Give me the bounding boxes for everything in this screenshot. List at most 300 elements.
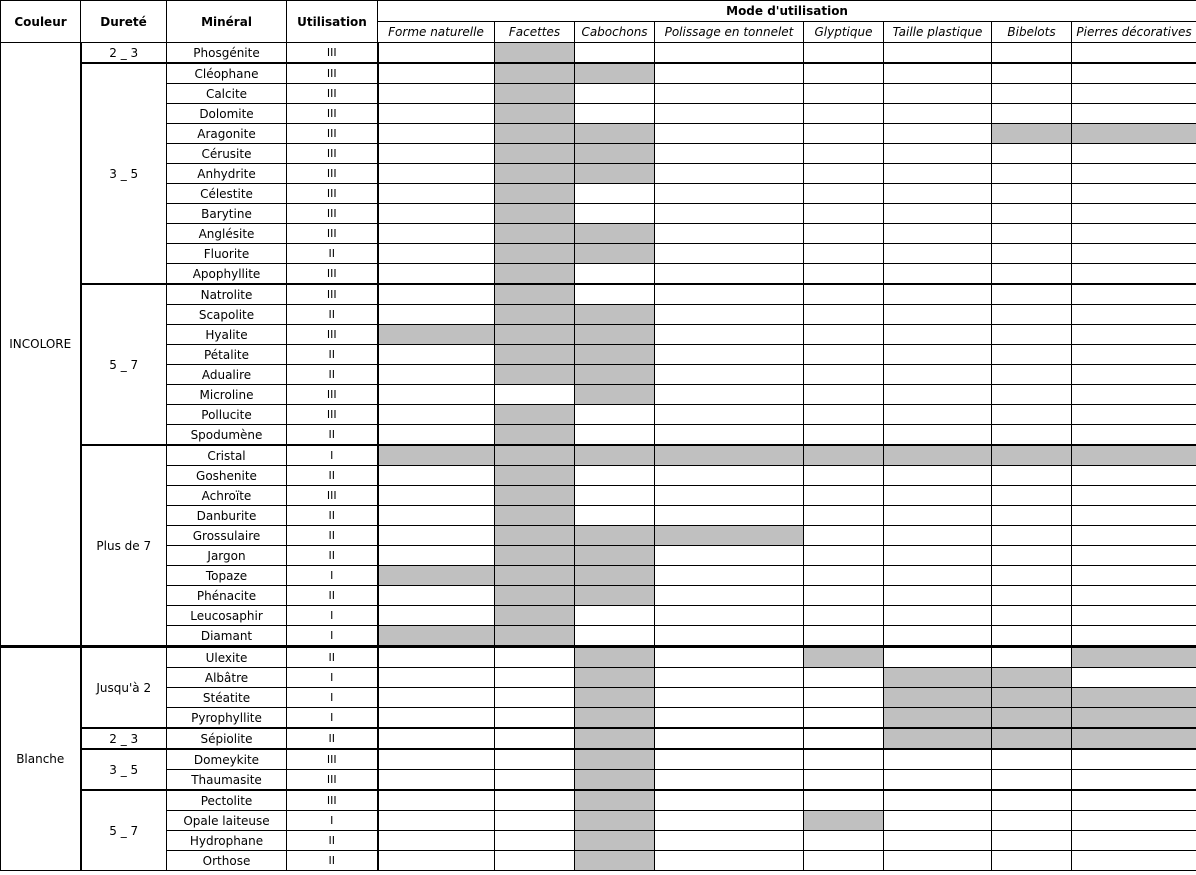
color-group-label: Blanche bbox=[1, 647, 81, 871]
usage-mark-empty bbox=[804, 164, 884, 184]
usage-mark-empty bbox=[655, 811, 804, 831]
usage-mark-filled bbox=[575, 365, 655, 385]
usage-mark-filled bbox=[575, 811, 655, 831]
usage-mark-filled bbox=[495, 104, 575, 124]
usage-mark-empty bbox=[495, 668, 575, 688]
table-row bbox=[1, 184, 1196, 204]
utilisation-level: III bbox=[287, 84, 378, 104]
usage-mark-empty bbox=[1072, 466, 1196, 486]
usage-mark-filled bbox=[1072, 445, 1196, 466]
usage-mark-empty bbox=[884, 811, 992, 831]
usage-mark-empty bbox=[884, 770, 992, 791]
usage-mark-empty bbox=[804, 63, 884, 84]
usage-mark-empty bbox=[992, 425, 1072, 446]
table-row bbox=[1, 851, 1196, 871]
utilisation-level: II bbox=[287, 365, 378, 385]
usage-mark-empty bbox=[992, 606, 1072, 626]
usage-mark-empty bbox=[655, 790, 804, 811]
usage-mark-empty bbox=[804, 284, 884, 305]
usage-mark-empty bbox=[378, 526, 495, 546]
usage-mark-empty bbox=[884, 566, 992, 586]
usage-mark-filled bbox=[575, 566, 655, 586]
usage-mark-empty bbox=[1072, 566, 1196, 586]
mineral-name: Hydrophane bbox=[167, 831, 287, 851]
usage-mark-empty bbox=[884, 264, 992, 285]
usage-mark-empty bbox=[655, 708, 804, 729]
table-row bbox=[1, 164, 1196, 184]
usage-mark-empty bbox=[655, 851, 804, 871]
usage-mark-empty bbox=[575, 425, 655, 446]
usage-mark-empty bbox=[884, 84, 992, 104]
usage-mark-filled bbox=[495, 43, 575, 64]
usage-mark-empty bbox=[378, 284, 495, 305]
usage-mark-empty bbox=[884, 506, 992, 526]
usage-mark-filled bbox=[575, 526, 655, 546]
usage-mark-filled bbox=[495, 365, 575, 385]
usage-mark-empty bbox=[992, 506, 1072, 526]
utilisation-level: II bbox=[287, 345, 378, 365]
mineral-name: Domeykite bbox=[167, 749, 287, 770]
usage-mark-empty bbox=[884, 486, 992, 506]
usage-mark-empty bbox=[1072, 345, 1196, 365]
usage-mark-empty bbox=[378, 668, 495, 688]
usage-mark-filled bbox=[495, 63, 575, 84]
usage-mark-empty bbox=[575, 284, 655, 305]
mineral-name: Diamant bbox=[167, 626, 287, 647]
usage-mark-empty bbox=[378, 728, 495, 749]
usage-mark-empty bbox=[655, 770, 804, 791]
usage-mark-empty bbox=[804, 526, 884, 546]
table-row bbox=[1, 204, 1196, 224]
usage-mark-empty bbox=[495, 749, 575, 770]
mineral-name: Goshenite bbox=[167, 466, 287, 486]
utilisation-level: I bbox=[287, 688, 378, 708]
usage-mark-filled bbox=[495, 506, 575, 526]
table-row bbox=[1, 284, 1196, 305]
hardness-group-label: 3 _ 5 bbox=[81, 63, 167, 284]
usage-mark-empty bbox=[495, 770, 575, 791]
table-row bbox=[1, 708, 1196, 729]
table-row bbox=[1, 728, 1196, 749]
header-mode-utilisation: Mode d'utilisation bbox=[378, 1, 1196, 22]
usage-mark-filled bbox=[495, 244, 575, 264]
usage-mark-empty bbox=[884, 790, 992, 811]
table-row bbox=[1, 63, 1196, 84]
usage-mark-empty bbox=[1072, 668, 1196, 688]
usage-mark-filled bbox=[495, 264, 575, 285]
usage-mark-empty bbox=[884, 124, 992, 144]
usage-mark-empty bbox=[1072, 43, 1196, 64]
table-row bbox=[1, 466, 1196, 486]
usage-mark-empty bbox=[655, 104, 804, 124]
usage-mark-empty bbox=[992, 647, 1072, 668]
utilisation-level: I bbox=[287, 708, 378, 729]
usage-mark-empty bbox=[655, 385, 804, 405]
mineral-name: Danburite bbox=[167, 506, 287, 526]
usage-mark-filled bbox=[378, 325, 495, 345]
mineral-name: Aragonite bbox=[167, 124, 287, 144]
usage-mark-empty bbox=[1072, 104, 1196, 124]
table-row bbox=[1, 831, 1196, 851]
usage-mark-empty bbox=[575, 506, 655, 526]
header-mode: Polissage en tonnelet bbox=[655, 22, 804, 43]
usage-mark-filled bbox=[495, 124, 575, 144]
table-row bbox=[1, 506, 1196, 526]
usage-mark-empty bbox=[884, 749, 992, 770]
usage-mark-empty bbox=[992, 851, 1072, 871]
usage-mark-filled bbox=[495, 204, 575, 224]
mineral-name: Jargon bbox=[167, 546, 287, 566]
header-mode: Glyptique bbox=[804, 22, 884, 43]
mineral-name: Hyalite bbox=[167, 325, 287, 345]
usage-mark-empty bbox=[575, 184, 655, 204]
usage-mark-filled bbox=[884, 668, 992, 688]
table-row bbox=[1, 345, 1196, 365]
utilisation-level: II bbox=[287, 851, 378, 871]
usage-mark-empty bbox=[655, 204, 804, 224]
mineral-name: Calcite bbox=[167, 84, 287, 104]
usage-mark-empty bbox=[992, 405, 1072, 425]
table-row bbox=[1, 486, 1196, 506]
mineral-name: Apophyllite bbox=[167, 264, 287, 285]
usage-mark-empty bbox=[1072, 606, 1196, 626]
utilisation-level: I bbox=[287, 566, 378, 586]
usage-mark-empty bbox=[655, 425, 804, 446]
usage-mark-empty bbox=[992, 63, 1072, 84]
usage-mark-empty bbox=[884, 305, 992, 325]
usage-mark-empty bbox=[378, 708, 495, 729]
usage-mark-empty bbox=[575, 606, 655, 626]
usage-mark-empty bbox=[575, 104, 655, 124]
usage-mark-empty bbox=[378, 606, 495, 626]
table-row bbox=[1, 43, 1196, 64]
usage-mark-empty bbox=[884, 851, 992, 871]
utilisation-level: III bbox=[287, 164, 378, 184]
usage-mark-empty bbox=[804, 688, 884, 708]
usage-mark-empty bbox=[655, 84, 804, 104]
usage-mark-empty bbox=[992, 305, 1072, 325]
utilisation-level: III bbox=[287, 264, 378, 285]
usage-mark-filled bbox=[575, 546, 655, 566]
usage-mark-empty bbox=[884, 365, 992, 385]
table-row bbox=[1, 224, 1196, 244]
usage-mark-empty bbox=[1072, 264, 1196, 285]
mineral-name: Phénacite bbox=[167, 586, 287, 606]
usage-mark-empty bbox=[992, 626, 1072, 647]
usage-mark-filled bbox=[495, 425, 575, 446]
usage-mark-empty bbox=[1072, 831, 1196, 851]
header-mode: Bibelots bbox=[992, 22, 1072, 43]
usage-mark-filled bbox=[378, 566, 495, 586]
usage-mark-empty bbox=[655, 345, 804, 365]
usage-mark-empty bbox=[804, 586, 884, 606]
usage-mark-filled bbox=[1072, 124, 1196, 144]
usage-mark-filled bbox=[655, 445, 804, 466]
usage-mark-empty bbox=[992, 365, 1072, 385]
usage-mark-empty bbox=[1072, 486, 1196, 506]
mineral-name: Barytine bbox=[167, 204, 287, 224]
utilisation-level: II bbox=[287, 586, 378, 606]
utilisation-level: III bbox=[287, 770, 378, 791]
mineral-name: Stéatite bbox=[167, 688, 287, 708]
usage-mark-empty bbox=[884, 284, 992, 305]
header-mode: Facettes bbox=[495, 22, 575, 43]
usage-mark-empty bbox=[575, 626, 655, 647]
usage-mark-empty bbox=[884, 425, 992, 446]
usage-mark-empty bbox=[378, 749, 495, 770]
usage-mark-empty bbox=[992, 486, 1072, 506]
mineral-name: Anglésite bbox=[167, 224, 287, 244]
usage-mark-empty bbox=[804, 184, 884, 204]
mineral-name: Albâtre bbox=[167, 668, 287, 688]
table-row bbox=[1, 84, 1196, 104]
table-row bbox=[1, 606, 1196, 626]
usage-mark-empty bbox=[804, 144, 884, 164]
usage-mark-empty bbox=[1072, 385, 1196, 405]
usage-mark-empty bbox=[1072, 770, 1196, 791]
usage-mark-empty bbox=[655, 466, 804, 486]
header-mode: Forme naturelle bbox=[378, 22, 495, 43]
usage-mark-empty bbox=[378, 345, 495, 365]
usage-mark-empty bbox=[655, 164, 804, 184]
usage-mark-filled bbox=[495, 626, 575, 647]
usage-mark-empty bbox=[884, 63, 992, 84]
usage-mark-empty bbox=[804, 425, 884, 446]
usage-mark-empty bbox=[884, 647, 992, 668]
mineral-name: Pétalite bbox=[167, 345, 287, 365]
usage-mark-empty bbox=[884, 831, 992, 851]
header-couleur: Couleur bbox=[1, 1, 81, 43]
usage-mark-empty bbox=[804, 264, 884, 285]
mineral-name: Spodumène bbox=[167, 425, 287, 446]
utilisation-level: III bbox=[287, 749, 378, 770]
usage-mark-filled bbox=[495, 606, 575, 626]
usage-mark-empty bbox=[884, 104, 992, 124]
mineral-name: Microline bbox=[167, 385, 287, 405]
usage-mark-empty bbox=[804, 466, 884, 486]
hardness-group-label: 5 _ 7 bbox=[81, 790, 167, 871]
utilisation-level: III bbox=[287, 405, 378, 425]
usage-mark-empty bbox=[495, 688, 575, 708]
usage-mark-filled bbox=[495, 566, 575, 586]
mineral-name: Scapolite bbox=[167, 305, 287, 325]
utilisation-level: III bbox=[287, 43, 378, 64]
usage-mark-empty bbox=[655, 43, 804, 64]
usage-mark-empty bbox=[992, 244, 1072, 264]
usage-mark-filled bbox=[575, 728, 655, 749]
mineral-name: Sépiolite bbox=[167, 728, 287, 749]
usage-mark-filled bbox=[804, 811, 884, 831]
usage-mark-filled bbox=[495, 305, 575, 325]
usage-mark-filled bbox=[575, 708, 655, 729]
mineral-name: Ulexite bbox=[167, 647, 287, 668]
usage-mark-filled bbox=[992, 708, 1072, 729]
usage-mark-empty bbox=[655, 647, 804, 668]
usage-mark-empty bbox=[884, 244, 992, 264]
usage-mark-filled bbox=[495, 405, 575, 425]
usage-mark-empty bbox=[1072, 284, 1196, 305]
usage-mark-filled bbox=[495, 546, 575, 566]
usage-mark-filled bbox=[655, 526, 804, 546]
mineral-name: Adualire bbox=[167, 365, 287, 385]
usage-mark-empty bbox=[1072, 305, 1196, 325]
usage-mark-empty bbox=[884, 204, 992, 224]
usage-mark-empty bbox=[378, 811, 495, 831]
usage-mark-empty bbox=[884, 405, 992, 425]
usage-mark-empty bbox=[804, 606, 884, 626]
usage-mark-filled bbox=[495, 164, 575, 184]
usage-mark-empty bbox=[884, 606, 992, 626]
usage-mark-filled bbox=[1072, 728, 1196, 749]
usage-mark-empty bbox=[655, 606, 804, 626]
usage-mark-empty bbox=[804, 224, 884, 244]
usage-mark-filled bbox=[575, 688, 655, 708]
usage-mark-filled bbox=[495, 526, 575, 546]
mineral-name: Fluorite bbox=[167, 244, 287, 264]
table-row bbox=[1, 124, 1196, 144]
mineral-name: Cléophane bbox=[167, 63, 287, 84]
usage-mark-empty bbox=[575, 204, 655, 224]
usage-mark-empty bbox=[804, 345, 884, 365]
utilisation-level: II bbox=[287, 647, 378, 668]
usage-mark-empty bbox=[378, 425, 495, 446]
table-row bbox=[1, 546, 1196, 566]
usage-mark-filled bbox=[495, 84, 575, 104]
hardness-group-label: 5 _ 7 bbox=[81, 284, 167, 445]
table-row bbox=[1, 385, 1196, 405]
usage-mark-filled bbox=[495, 486, 575, 506]
table-row bbox=[1, 770, 1196, 791]
usage-mark-empty bbox=[495, 728, 575, 749]
mineral-name: Anhydrite bbox=[167, 164, 287, 184]
mineral-name: Grossulaire bbox=[167, 526, 287, 546]
usage-mark-empty bbox=[992, 84, 1072, 104]
usage-mark-empty bbox=[804, 770, 884, 791]
usage-mark-empty bbox=[655, 244, 804, 264]
usage-mark-empty bbox=[378, 385, 495, 405]
usage-mark-empty bbox=[884, 586, 992, 606]
header-mode: Taille plastique bbox=[884, 22, 992, 43]
usage-mark-empty bbox=[1072, 84, 1196, 104]
usage-mark-filled bbox=[575, 831, 655, 851]
usage-mark-empty bbox=[992, 284, 1072, 305]
usage-mark-empty bbox=[804, 790, 884, 811]
usage-mark-empty bbox=[992, 770, 1072, 791]
usage-mark-filled bbox=[992, 668, 1072, 688]
usage-mark-filled bbox=[495, 144, 575, 164]
usage-mark-empty bbox=[1072, 425, 1196, 446]
usage-mark-empty bbox=[1072, 224, 1196, 244]
usage-mark-empty bbox=[884, 466, 992, 486]
usage-mark-filled bbox=[992, 728, 1072, 749]
mineral-name: Dolomite bbox=[167, 104, 287, 124]
usage-mark-filled bbox=[1072, 688, 1196, 708]
usage-mark-empty bbox=[884, 224, 992, 244]
utilisation-level: III bbox=[287, 284, 378, 305]
usage-mark-empty bbox=[1072, 586, 1196, 606]
usage-mark-empty bbox=[378, 164, 495, 184]
usage-mark-empty bbox=[1072, 63, 1196, 84]
table-row bbox=[1, 749, 1196, 770]
usage-mark-filled bbox=[495, 445, 575, 466]
hardness-group-label: 3 _ 5 bbox=[81, 749, 167, 790]
usage-mark-filled bbox=[992, 124, 1072, 144]
usage-mark-filled bbox=[495, 586, 575, 606]
utilisation-level: I bbox=[287, 606, 378, 626]
usage-mark-empty bbox=[804, 204, 884, 224]
usage-mark-empty bbox=[655, 264, 804, 285]
usage-mark-empty bbox=[655, 831, 804, 851]
usage-mark-filled bbox=[378, 445, 495, 466]
usage-mark-filled bbox=[884, 445, 992, 466]
usage-mark-empty bbox=[1072, 244, 1196, 264]
usage-mark-empty bbox=[992, 546, 1072, 566]
header-mode: Cabochons bbox=[575, 22, 655, 43]
usage-mark-empty bbox=[495, 385, 575, 405]
usage-mark-empty bbox=[1072, 204, 1196, 224]
mineral-name: Thaumasite bbox=[167, 770, 287, 791]
usage-mark-empty bbox=[804, 84, 884, 104]
hardness-group-label: Jusqu'à 2 bbox=[81, 647, 167, 729]
table-row bbox=[1, 586, 1196, 606]
usage-mark-empty bbox=[804, 668, 884, 688]
mineral-name: Pyrophyllite bbox=[167, 708, 287, 729]
mineral-name: Achroïte bbox=[167, 486, 287, 506]
usage-mark-empty bbox=[655, 626, 804, 647]
utilisation-level: III bbox=[287, 224, 378, 244]
usage-mark-filled bbox=[378, 626, 495, 647]
usage-mark-empty bbox=[378, 63, 495, 84]
usage-mark-filled bbox=[992, 688, 1072, 708]
usage-mark-empty bbox=[378, 851, 495, 871]
usage-mark-filled bbox=[575, 851, 655, 871]
usage-mark-empty bbox=[992, 566, 1072, 586]
usage-mark-empty bbox=[575, 84, 655, 104]
usage-mark-empty bbox=[992, 43, 1072, 64]
usage-mark-empty bbox=[992, 224, 1072, 244]
usage-mark-empty bbox=[804, 486, 884, 506]
usage-mark-empty bbox=[655, 305, 804, 325]
utilisation-level: III bbox=[287, 184, 378, 204]
usage-mark-filled bbox=[575, 325, 655, 345]
usage-mark-empty bbox=[575, 466, 655, 486]
usage-mark-empty bbox=[804, 405, 884, 425]
usage-mark-filled bbox=[804, 647, 884, 668]
usage-mark-empty bbox=[804, 566, 884, 586]
usage-mark-empty bbox=[992, 264, 1072, 285]
usage-mark-empty bbox=[992, 345, 1072, 365]
usage-mark-empty bbox=[378, 831, 495, 851]
usage-mark-empty bbox=[804, 104, 884, 124]
usage-mark-empty bbox=[378, 224, 495, 244]
usage-mark-filled bbox=[575, 445, 655, 466]
header-mineral: Minéral bbox=[167, 1, 287, 43]
table-row bbox=[1, 305, 1196, 325]
usage-mark-empty bbox=[992, 104, 1072, 124]
usage-mark-filled bbox=[575, 124, 655, 144]
usage-mark-filled bbox=[575, 345, 655, 365]
table-row bbox=[1, 325, 1196, 345]
usage-mark-empty bbox=[1072, 164, 1196, 184]
utilisation-level: III bbox=[287, 104, 378, 124]
table-row bbox=[1, 688, 1196, 708]
usage-mark-empty bbox=[655, 688, 804, 708]
table-row bbox=[1, 647, 1196, 668]
usage-mark-filled bbox=[575, 144, 655, 164]
usage-mark-empty bbox=[378, 124, 495, 144]
header-durete: Dureté bbox=[81, 1, 167, 43]
usage-mark-empty bbox=[992, 184, 1072, 204]
